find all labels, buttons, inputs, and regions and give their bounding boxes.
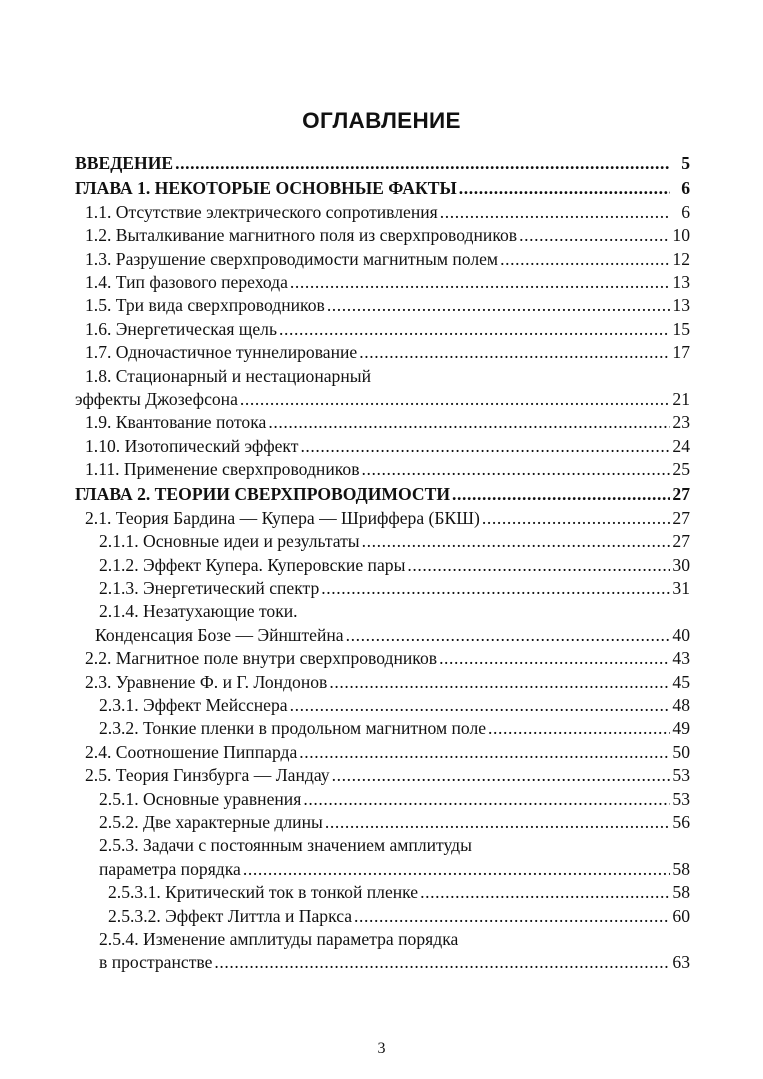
toc-entry[interactable]	[75, 811, 690, 834]
toc-entry-page: 30	[672, 554, 690, 575]
toc-entry-page: 13	[672, 295, 690, 316]
toc-chapter-2[interactable]	[75, 483, 690, 506]
toc-entry-label: 1.11. Применение сверхпроводников	[85, 459, 360, 480]
leader-dots	[482, 507, 670, 530]
toc-entry-page: 58	[672, 882, 690, 903]
toc-entry-label: 1.4. Тип фазового перехода	[85, 271, 288, 292]
toc-entry-label: 1.9. Квантование потока	[85, 412, 267, 433]
toc-entry-label: параметра порядка	[99, 858, 241, 879]
leader-dots	[175, 152, 670, 175]
toc-entry-page: 24	[672, 435, 690, 456]
toc-entry-label: 2.3.1. Эффект Мейсснера	[99, 694, 288, 715]
leader-dots	[359, 341, 670, 364]
leader-dots	[325, 811, 670, 834]
toc-entry[interactable]	[75, 294, 690, 317]
leader-dots	[243, 858, 670, 881]
toc-entry-page: 60	[672, 905, 690, 926]
leader-dots	[321, 577, 670, 600]
leader-dots	[329, 671, 670, 694]
toc-entry-label: ГЛАВА 2. ТЕОРИИ СВЕРХПРОВОДИМОСТИ	[75, 484, 451, 505]
toc-entry[interactable]	[75, 411, 690, 434]
toc-entry[interactable]	[75, 881, 690, 904]
toc-entry-page: 27	[672, 507, 690, 528]
leader-dots	[519, 224, 670, 247]
toc-entry-label-line1: 1.8. Стационарный и нестационарный	[85, 365, 372, 386]
toc-entry-label: эффекты Джозефсона	[75, 388, 238, 409]
leader-dots	[214, 951, 670, 974]
toc-entry-label: 2.2. Магнитное поле внутри сверхпроводников	[85, 648, 438, 669]
leader-dots	[452, 483, 670, 506]
leader-dots	[420, 881, 670, 904]
leader-dots	[439, 647, 670, 670]
toc-entry-page: 48	[672, 694, 690, 715]
leader-dots	[300, 435, 670, 458]
toc-entry-label: 2.1.1. Основные идеи и результаты	[99, 531, 360, 552]
toc-entry-label: 1.1. Отсутствие электрического сопротивления	[85, 201, 438, 222]
toc-entry[interactable]	[75, 341, 690, 364]
toc-entry-label: 2.5.3.1. Критический ток в тонкой пленке	[108, 882, 419, 903]
toc-entry-page: 5	[681, 153, 690, 173]
toc-entry-label: Конденсация Бозе — Эйнштейна	[95, 624, 344, 645]
table-of-contents	[75, 152, 690, 975]
toc-entry-label: 2.3.2. Тонкие пленки в продольном магнитном поле	[99, 718, 487, 739]
toc-entry-multiline[interactable]	[75, 365, 690, 412]
toc-entry-label: 2.1. Теория Бардина — Купера — Шриффера (БКШ)	[85, 507, 480, 528]
toc-entry[interactable]	[75, 507, 690, 530]
leader-dots	[407, 554, 670, 577]
leader-dots	[279, 318, 670, 341]
toc-entry-page: 58	[672, 858, 690, 879]
toc-entry-page: 56	[672, 811, 690, 832]
toc-entry-page: 43	[672, 648, 690, 669]
toc-entry-page: 17	[672, 342, 690, 363]
toc-entry-label: 1.7. Одночастичное туннелирование	[85, 342, 358, 363]
leader-dots	[488, 717, 670, 740]
toc-entry-line2	[95, 624, 690, 647]
toc-entry-page: 13	[672, 271, 690, 292]
toc-entry-page: 21	[672, 388, 690, 409]
toc-entry-multiline[interactable]	[75, 928, 690, 975]
toc-entry-label-line1: 2.5.3. Задачи с постоянным значением амплитуды	[99, 835, 472, 856]
toc-entry-label: ВВЕДЕНИЕ	[75, 153, 174, 173]
toc-entry[interactable]	[75, 717, 690, 740]
toc-entry-line2	[99, 951, 690, 974]
toc-entry-label-line1: 2.5.4. Изменение амплитуды параметра порядка	[99, 928, 459, 949]
leader-dots	[290, 271, 670, 294]
leader-dots	[346, 624, 670, 647]
leader-dots	[268, 411, 670, 434]
toc-entry-page: 31	[672, 578, 690, 599]
leader-dots	[240, 388, 670, 411]
toc-entry[interactable]	[75, 248, 690, 271]
toc-entry-page: 25	[672, 459, 690, 480]
leader-dots	[362, 458, 671, 481]
toc-entry-label: в пространстве	[99, 952, 213, 973]
leader-dots	[500, 248, 670, 271]
toc-entry-line2	[75, 388, 690, 411]
leader-dots	[299, 741, 670, 764]
toc-entry[interactable]	[75, 764, 690, 787]
toc-entry[interactable]	[75, 271, 690, 294]
toc-entry-page: 12	[672, 248, 690, 269]
leader-dots	[354, 905, 670, 928]
toc-entry-page: 6	[681, 178, 690, 199]
toc-entry-label-line1: 2.1.4. Незатухающие токи.	[99, 601, 298, 622]
toc-entry[interactable]	[75, 788, 690, 811]
toc-entry-page: 49	[672, 718, 690, 739]
toc-entry[interactable]	[75, 201, 690, 224]
leader-dots	[440, 201, 670, 224]
toc-entry[interactable]	[75, 318, 690, 341]
toc-entry[interactable]	[75, 577, 690, 600]
toc-entry-label: 2.3. Уравнение Ф. и Г. Лондонов	[85, 671, 328, 692]
toc-entry-label: 2.5.3.2. Эффект Литтла и Паркса	[108, 905, 353, 926]
page-number: 3	[377, 1040, 386, 1057]
toc-entry-label: 2.4. Соотношение Пиппарда	[85, 741, 298, 762]
toc-entry-label: 1.5. Три вида сверхпроводников	[85, 295, 325, 316]
toc-entry[interactable]	[75, 741, 690, 764]
toc-entry-multiline[interactable]	[75, 600, 690, 647]
toc-entry-page: 45	[672, 671, 690, 692]
toc-entry-page: 53	[672, 765, 690, 786]
toc-entry[interactable]	[75, 458, 690, 481]
toc-entry-label: 1.3. Разрушение сверхпроводимости магнитным полем	[85, 248, 499, 269]
leader-dots	[290, 694, 670, 717]
toc-entry-label: 2.5.1. Основные уравнения	[99, 788, 302, 809]
toc-entry[interactable]	[75, 671, 690, 694]
toc-entry-line2	[99, 858, 690, 881]
toc-entry[interactable]	[75, 224, 690, 247]
toc-entry-page: 63	[672, 952, 690, 973]
toc-entry-label: 1.2. Выталкивание магнитного поля из сверхпроводников	[85, 225, 518, 246]
toc-chapter-1[interactable]	[75, 177, 690, 200]
toc-entry-label: 2.5. Теория Гинзбурга — Ландау	[85, 765, 330, 786]
toc-entry[interactable]	[75, 435, 690, 458]
page-title: ОГЛАВЛЕНИЕ	[302, 108, 461, 133]
toc-entry-page: 15	[672, 318, 690, 339]
toc-entry-introduction[interactable]	[75, 152, 690, 175]
toc-entry-page: 50	[672, 741, 690, 762]
toc-entry-label: 2.1.2. Эффект Купера. Куперовские пары	[99, 554, 406, 575]
toc-entry-page: 53	[672, 788, 690, 809]
toc-entry-page: 6	[681, 201, 690, 222]
toc-entry-page: 10	[672, 225, 690, 246]
leader-dots	[332, 764, 670, 787]
toc-entry-page: 27	[672, 484, 690, 505]
toc-entry-label: 1.6. Энергетическая щель	[85, 318, 277, 339]
leader-dots	[303, 788, 670, 811]
leader-dots	[459, 177, 670, 200]
toc-entry[interactable]	[75, 530, 690, 553]
leader-dots	[362, 530, 670, 553]
toc-entry[interactable]	[75, 647, 690, 670]
toc-entry-label: 1.10. Изотопический эффект	[85, 435, 299, 456]
toc-entry[interactable]	[75, 905, 690, 928]
toc-entry-page: 40	[672, 624, 690, 645]
toc-entry[interactable]	[75, 554, 690, 577]
toc-entry[interactable]	[75, 694, 690, 717]
toc-entry-page: 27	[672, 531, 690, 552]
toc-entry-label: 2.1.3. Энергетический спектр	[99, 578, 320, 599]
toc-entry-page: 23	[672, 412, 690, 433]
toc-entry-label: ГЛАВА 1. НЕКОТОРЫЕ ОСНОВНЫЕ ФАКТЫ	[75, 178, 457, 199]
toc-entry-label: 2.5.2. Две характерные длины	[99, 811, 323, 832]
leader-dots	[327, 294, 670, 317]
toc-entry-multiline[interactable]	[75, 834, 690, 881]
